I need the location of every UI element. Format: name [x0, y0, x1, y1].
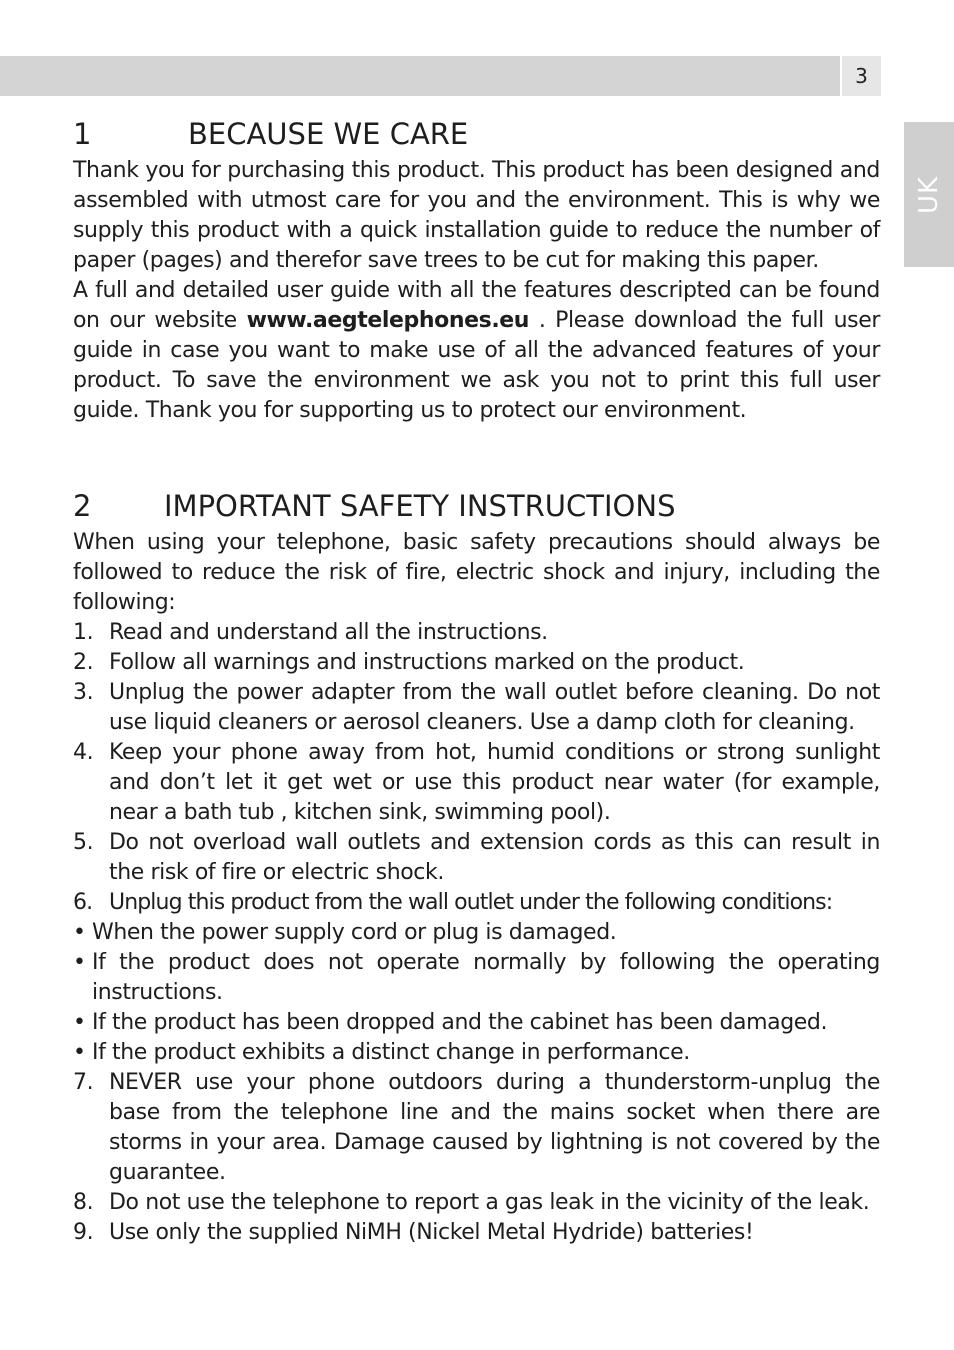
item-number: 4.: [73, 740, 94, 765]
item-number: 1.: [73, 620, 94, 645]
item-number: 9.: [73, 1220, 94, 1245]
section1-title: BECAUSE WE CARE: [188, 117, 469, 151]
item-number: 8.: [73, 1190, 94, 1215]
bullet-dot: •: [73, 1040, 86, 1065]
section2-title: IMPORTANT SAFETY INSTRUCTIONS: [164, 489, 676, 523]
bullet-dot: •: [73, 950, 86, 975]
section1-paragraph1: Thank you for purchasing this product. This product has been designed and assembled with utmost care for you and the environment. This is why we supply this product with a quick installation guide to reduce the number of paper (pages) and therefor save trees to be cut for making this paper.: [73, 158, 880, 273]
safety-item-5: [73, 828, 880, 888]
safety-item-4: [73, 738, 880, 828]
language-tab: [904, 122, 954, 267]
bullet-text: If the product has been dropped and the cabinet has been damaged.: [92, 1010, 828, 1035]
safety-list: [73, 618, 880, 1248]
condition-bullet-4: [73, 1038, 880, 1068]
section1-heading: [73, 112, 880, 156]
page-content: [73, 112, 880, 1248]
item-number: 5.: [73, 830, 94, 855]
item-text: Keep your phone away from hot, humid conditions or strong sunlight and don’t let it get wet or use this product near water (for example, near a bath tub , kitchen sink, swimming pool).: [109, 740, 880, 825]
bullet-text: When the power supply cord or plug is damaged.: [92, 920, 617, 945]
item-number: 3.: [73, 680, 94, 705]
header-bar: [0, 56, 840, 96]
section-safety-instructions: [73, 484, 880, 1248]
item-text: NEVER use your phone outdoors during a thunderstorm-unplug the base from the telephone line and the mains socket when there are storms in your area. Damage caused by lightning is not covered by the guarantee.: [109, 1070, 880, 1185]
condition-bullet-1: [73, 918, 880, 948]
safety-item-1: [73, 618, 880, 648]
item-text: Unplug the power adapter from the wall outlet before cleaning. Do not use liquid cleaners or aerosol cleaners. Use a damp cloth for cleaning.: [109, 680, 880, 735]
section2-intro: When using your telephone, basic safety precautions should always be followed to reduce the risk of fire, electric shock and injury, including the following:: [73, 530, 880, 615]
item-text: Do not overload wall outlets and extension cords as this can result in the risk of fire or electric shock.: [109, 830, 880, 885]
section2-number: 2: [73, 489, 92, 523]
section-spacer: [73, 426, 880, 484]
condition-bullet-3: [73, 1008, 880, 1038]
section1-paragraph2: [73, 276, 880, 426]
page-number: 3: [842, 56, 881, 96]
item-number: 2.: [73, 650, 94, 675]
safety-item-7: [73, 1068, 880, 1188]
bullet-text: If the product exhibits a distinct change in performance.: [92, 1040, 690, 1065]
safety-item-9: [73, 1218, 880, 1248]
language-tab-label: UK: [914, 175, 944, 214]
safety-item-3: [73, 678, 880, 738]
section1-paragraph2-start: A full and detailed user guide with all the features descripted can be found on our website: [73, 278, 880, 333]
condition-bullet-2: [73, 948, 880, 1008]
section1-paragraph2-end: . Please download the full user guide in case you want to make use of all the advanced features of your product. To save the environment we ask you not to print this full user guide. Thank you for supporting us to protect our environment.: [73, 308, 881, 423]
section2-heading: [73, 484, 880, 528]
bullet-dot: •: [73, 920, 86, 945]
section-because-we-care: [73, 112, 880, 426]
safety-item-6: [73, 888, 880, 918]
item-text: Do not use the telephone to report a gas leak in the vicinity of the leak.: [109, 1190, 870, 1215]
item-text: Follow all warnings and instructions marked on the product.: [109, 650, 745, 675]
bullet-dot: •: [73, 1010, 86, 1035]
item-text: Read and understand all the instructions.: [109, 620, 548, 645]
safety-item-8: [73, 1188, 880, 1218]
website-link: www.aegtelephones.eu: [246, 308, 530, 333]
safety-item-2: [73, 648, 880, 678]
item-number: 6.: [73, 890, 93, 915]
item-number: 7.: [73, 1070, 94, 1095]
section1-number: 1: [73, 117, 92, 151]
item-text: Unplug this product from the wall outlet under the following conditions:: [109, 890, 833, 915]
bullet-text: If the product does not operate normally by following the operating instructions.: [92, 950, 880, 1005]
item-text: Use only the supplied NiMH (Nickel Metal Hydride) batteries!: [109, 1220, 754, 1245]
